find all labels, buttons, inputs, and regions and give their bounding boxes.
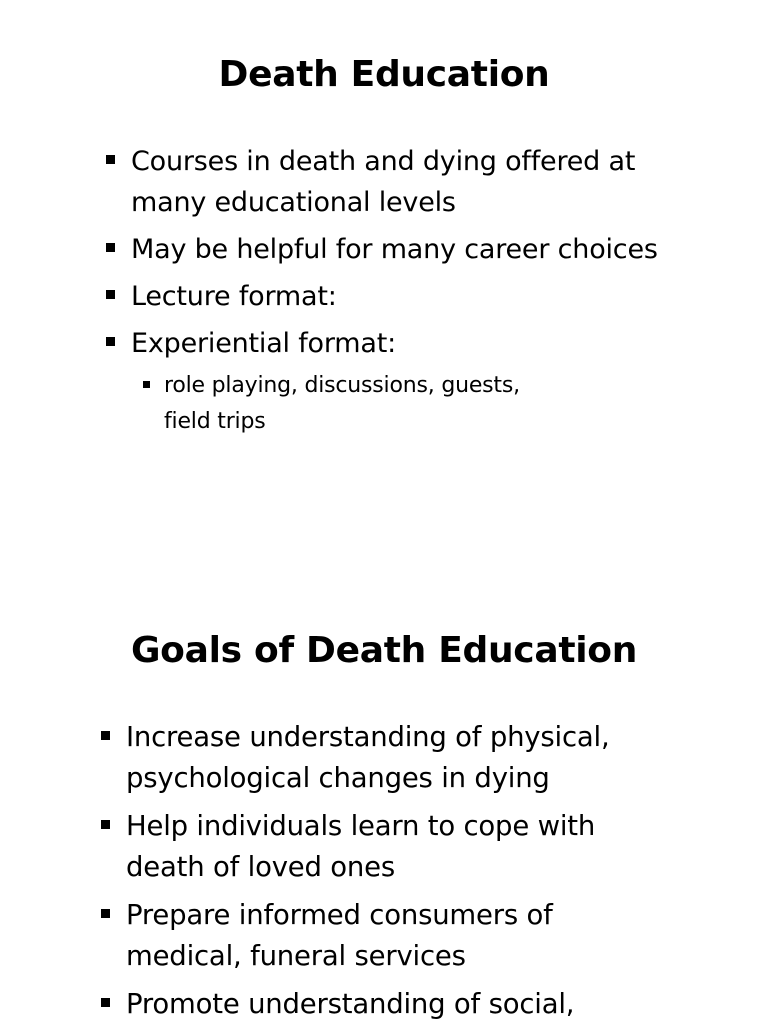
square-bullet-icon xyxy=(106,243,115,252)
bullet-item xyxy=(126,717,666,799)
square-bullet-icon xyxy=(101,909,110,918)
square-bullet-icon xyxy=(101,731,110,740)
square-bullet-icon xyxy=(106,290,115,299)
bullet-text: Prepare informed consumers of medical, funeral services xyxy=(126,899,553,972)
bullet-text: Experiential format: xyxy=(131,328,397,359)
square-bullet-icon xyxy=(143,381,150,388)
square-bullet-icon xyxy=(101,820,110,829)
bullet-item xyxy=(131,323,691,440)
slide-title: Death Education xyxy=(218,54,550,95)
bullet-text: Lecture format: xyxy=(131,281,337,312)
slide-title: Goals of Death Education xyxy=(130,630,638,671)
bullet-text: Increase understanding of physical, psychological changes in dying xyxy=(126,721,610,794)
bullet-text: Help individuals learn to cope with death of loved ones xyxy=(126,810,596,883)
sub-bullet-list xyxy=(131,368,691,440)
bullet-item xyxy=(126,895,666,977)
bullet-list xyxy=(131,141,691,446)
bullet-item xyxy=(126,806,666,888)
bullet-text: Promote understanding of social, xyxy=(126,988,575,1020)
square-bullet-icon xyxy=(106,155,115,164)
slide-goals-of-death-education xyxy=(0,576,768,1024)
sub-bullet-item xyxy=(164,368,564,440)
bullet-text: May be helpful for many career choices xyxy=(131,234,658,265)
bullet-item xyxy=(131,276,691,317)
bullet-text: Courses in death and dying offered at many educational levels xyxy=(131,146,636,218)
bullet-item xyxy=(131,141,691,223)
bullet-list xyxy=(126,717,666,1024)
square-bullet-icon xyxy=(101,998,110,1007)
sub-bullet-text: role playing, discussions, guests, field trips xyxy=(164,373,520,434)
bullet-item xyxy=(126,984,666,1024)
bullet-item xyxy=(131,229,691,270)
square-bullet-icon xyxy=(106,337,115,346)
